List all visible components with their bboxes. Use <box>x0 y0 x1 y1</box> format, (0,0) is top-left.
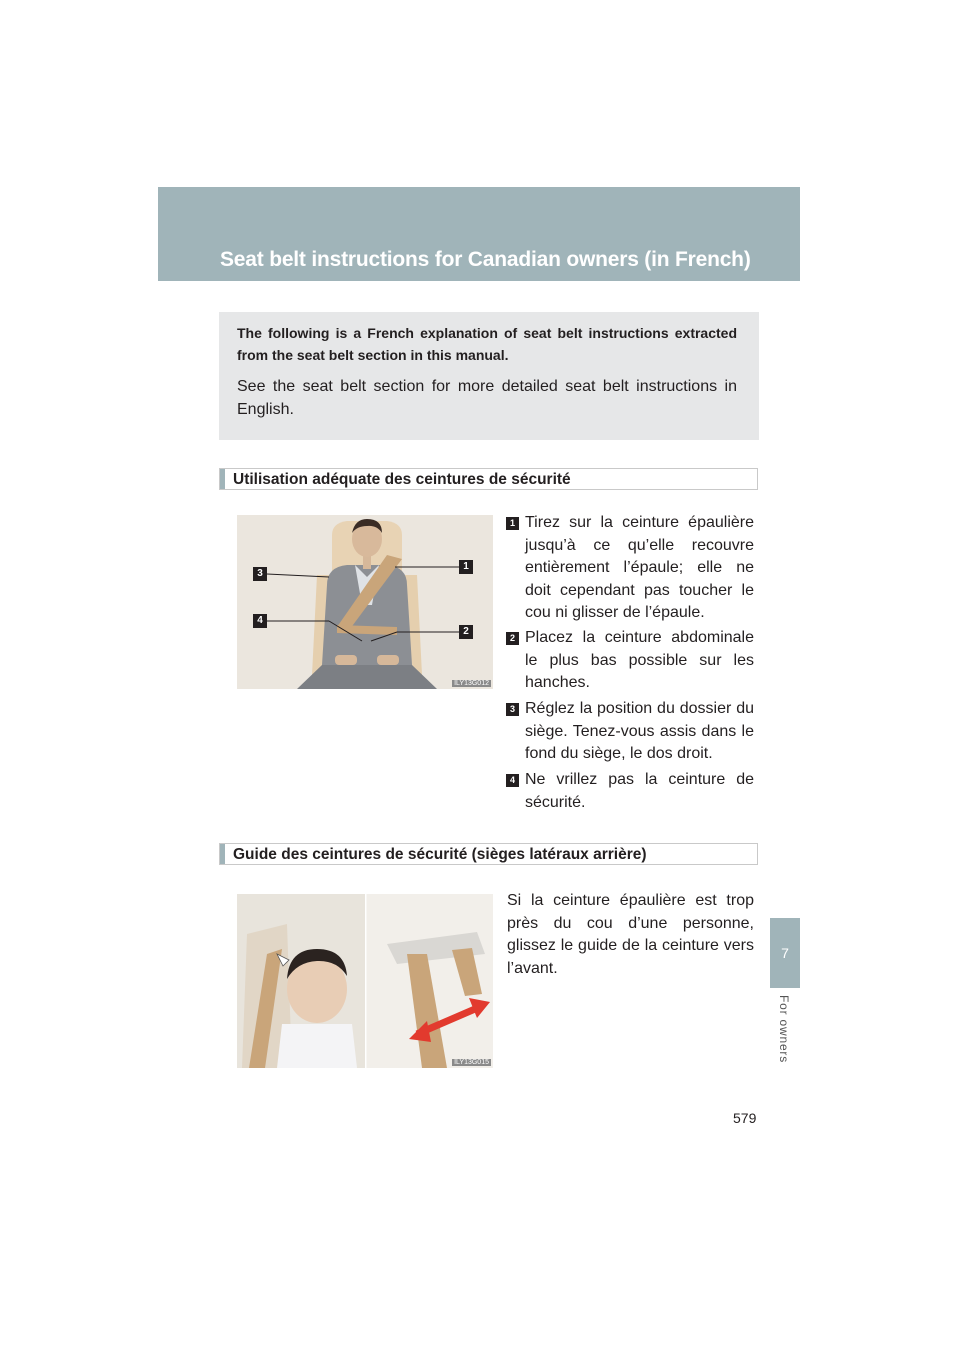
item-number-badge: 1 <box>506 517 519 530</box>
item-number-badge: 4 <box>506 774 519 787</box>
seatbelt-figure <box>237 515 493 689</box>
section-heading-text: Guide des ceintures de sécurité (sièges latéraux arrière) <box>233 846 647 863</box>
item-number-badge: 3 <box>506 703 519 716</box>
page-number: 579 <box>733 1110 757 1126</box>
list-item <box>507 769 754 814</box>
intro-box <box>219 312 759 440</box>
item-text: Placez la ceinture abdominale le plus bas possible sur les hanches. <box>525 629 754 691</box>
chapter-label: For owners <box>777 995 791 1064</box>
callout-1: 1 <box>459 560 473 574</box>
item-text: Réglez la position du dossier du siège. Tenez-vous assis dans le fond du siège, le dos droit. <box>525 700 754 762</box>
list-item <box>507 698 754 766</box>
callout-4: 4 <box>253 614 267 628</box>
belt-guide-figure <box>237 894 493 1068</box>
chapter-number: 7 <box>781 945 789 961</box>
intro-text: See the seat belt section for more detailed seat belt instructions in English. <box>237 378 737 418</box>
item-text: Tirez sur la ceinture épaulière jusqu’à ce qu’elle recouvre entièrement l’épaule; elle ne doit cependant pas toucher le cou ni glisser de l’épaule. <box>525 514 754 621</box>
guide-text: Si la ceinture épaulière est trop près du cou d’une personne, glissez le guide de la ceinture vers l’avant. <box>507 892 754 977</box>
list-item <box>507 512 754 625</box>
intro-bold-text: The following is a French explanation of seat belt instructions extracted from the seat belt section in this manual. <box>237 325 737 363</box>
chapter-tab[interactable] <box>770 918 800 988</box>
list-item <box>507 627 754 695</box>
figure-code: ILY13G015 <box>454 1059 489 1066</box>
page-title: Seat belt instructions for Canadian owners (in French) <box>220 248 751 271</box>
seated-person-illustration <box>237 515 493 689</box>
item-text: Ne vrillez pas la ceinture de sécurité. <box>525 771 754 811</box>
callout-3: 3 <box>253 567 267 581</box>
item-number-badge: 2 <box>506 632 519 645</box>
callout-2: 2 <box>459 625 473 639</box>
section-heading-guide <box>219 843 758 865</box>
figure-code: ILY13G012 <box>454 680 489 687</box>
child-belt-guide-illustration <box>237 894 493 1068</box>
section-heading-text: Utilisation adéquate des ceintures de sécurité <box>233 471 571 488</box>
section-heading-utilisation <box>219 468 758 490</box>
